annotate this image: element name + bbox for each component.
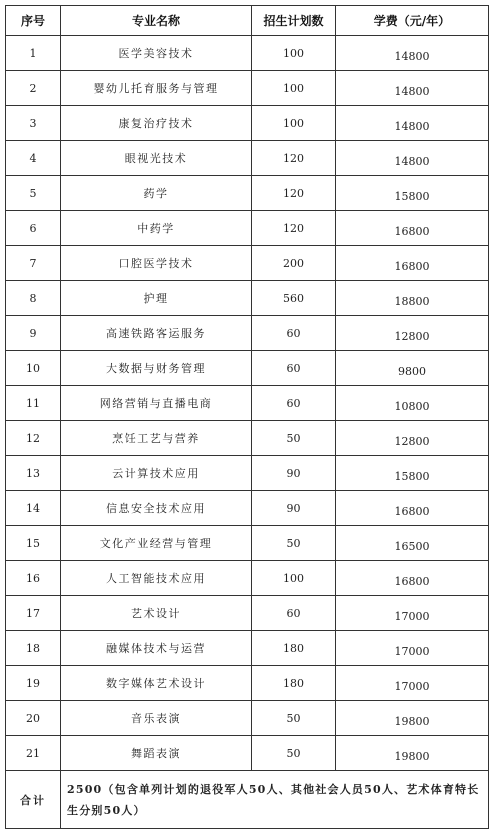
cell-fee: 12800 xyxy=(336,421,489,456)
cell-index: 19 xyxy=(6,666,61,701)
cell-index: 3 xyxy=(6,106,61,141)
total-row xyxy=(6,771,489,829)
cell-plan: 100 xyxy=(252,36,336,71)
cell-plan: 180 xyxy=(252,631,336,666)
cell-plan: 60 xyxy=(252,351,336,386)
cell-major: 信息安全技术应用 xyxy=(61,491,252,526)
cell-plan: 120 xyxy=(252,176,336,211)
cell-index: 17 xyxy=(6,596,61,631)
cell-plan: 120 xyxy=(252,141,336,176)
cell-fee: 14800 xyxy=(336,71,489,106)
table-row xyxy=(6,701,489,736)
table-row xyxy=(6,456,489,491)
cell-index: 6 xyxy=(6,211,61,246)
cell-plan: 90 xyxy=(252,491,336,526)
cell-major: 高速铁路客运服务 xyxy=(61,316,252,351)
cell-fee: 16800 xyxy=(336,561,489,596)
cell-major: 眼视光技术 xyxy=(61,141,252,176)
cell-index: 20 xyxy=(6,701,61,736)
table-row xyxy=(6,491,489,526)
cell-fee: 14800 xyxy=(336,141,489,176)
enrollment-table xyxy=(5,5,489,829)
cell-index: 10 xyxy=(6,351,61,386)
cell-major: 融媒体技术与运营 xyxy=(61,631,252,666)
cell-plan: 100 xyxy=(252,71,336,106)
table-row xyxy=(6,561,489,596)
cell-fee: 14800 xyxy=(336,106,489,141)
cell-plan: 60 xyxy=(252,386,336,421)
cell-major: 康复治疗技术 xyxy=(61,106,252,141)
cell-index: 15 xyxy=(6,526,61,561)
cell-fee: 16800 xyxy=(336,211,489,246)
cell-index: 8 xyxy=(6,281,61,316)
cell-major: 烹饪工艺与营养 xyxy=(61,421,252,456)
header-major: 专业名称 xyxy=(61,6,252,36)
table-row xyxy=(6,666,489,701)
table-row xyxy=(6,421,489,456)
table-row xyxy=(6,736,489,771)
table-row xyxy=(6,141,489,176)
cell-plan: 50 xyxy=(252,526,336,561)
cell-major: 护理 xyxy=(61,281,252,316)
cell-index: 11 xyxy=(6,386,61,421)
cell-major: 文化产业经营与管理 xyxy=(61,526,252,561)
cell-major: 舞蹈表演 xyxy=(61,736,252,771)
cell-major: 中药学 xyxy=(61,211,252,246)
header-index: 序号 xyxy=(6,6,61,36)
cell-major: 网络营销与直播电商 xyxy=(61,386,252,421)
header-fee: 学费（元/年） xyxy=(336,6,489,36)
cell-index: 13 xyxy=(6,456,61,491)
cell-index: 12 xyxy=(6,421,61,456)
table-row xyxy=(6,526,489,561)
table-row xyxy=(6,211,489,246)
cell-plan: 60 xyxy=(252,316,336,351)
table-row xyxy=(6,36,489,71)
table-row xyxy=(6,176,489,211)
table-header-row xyxy=(6,6,489,36)
cell-index: 4 xyxy=(6,141,61,176)
cell-index: 21 xyxy=(6,736,61,771)
cell-fee: 10800 xyxy=(336,386,489,421)
cell-index: 7 xyxy=(6,246,61,281)
cell-fee: 16800 xyxy=(336,246,489,281)
table-row xyxy=(6,71,489,106)
cell-major: 人工智能技术应用 xyxy=(61,561,252,596)
total-label: 合计 xyxy=(6,771,61,829)
cell-index: 14 xyxy=(6,491,61,526)
cell-major: 大数据与财务管理 xyxy=(61,351,252,386)
cell-fee: 17000 xyxy=(336,666,489,701)
cell-major: 音乐表演 xyxy=(61,701,252,736)
table-row xyxy=(6,386,489,421)
table-row xyxy=(6,316,489,351)
table-row xyxy=(6,351,489,386)
cell-index: 5 xyxy=(6,176,61,211)
cell-fee: 19800 xyxy=(336,701,489,736)
cell-fee: 17000 xyxy=(336,596,489,631)
cell-plan: 180 xyxy=(252,666,336,701)
cell-major: 云计算技术应用 xyxy=(61,456,252,491)
cell-fee: 18800 xyxy=(336,281,489,316)
cell-index: 1 xyxy=(6,36,61,71)
cell-major: 口腔医学技术 xyxy=(61,246,252,281)
cell-plan: 100 xyxy=(252,106,336,141)
cell-plan: 90 xyxy=(252,456,336,491)
cell-index: 18 xyxy=(6,631,61,666)
cell-fee: 19800 xyxy=(336,736,489,771)
cell-fee: 15800 xyxy=(336,456,489,491)
cell-fee: 14800 xyxy=(336,36,489,71)
cell-fee: 9800 xyxy=(336,351,489,386)
header-plan: 招生计划数 xyxy=(252,6,336,36)
cell-index: 16 xyxy=(6,561,61,596)
cell-fee: 16800 xyxy=(336,491,489,526)
cell-major: 医学美容技术 xyxy=(61,36,252,71)
cell-plan: 50 xyxy=(252,421,336,456)
cell-plan: 50 xyxy=(252,736,336,771)
cell-major: 药学 xyxy=(61,176,252,211)
cell-plan: 60 xyxy=(252,596,336,631)
table-row xyxy=(6,246,489,281)
cell-plan: 50 xyxy=(252,701,336,736)
table-row xyxy=(6,631,489,666)
cell-major: 婴幼儿托育服务与管理 xyxy=(61,71,252,106)
cell-index: 9 xyxy=(6,316,61,351)
cell-plan: 120 xyxy=(252,211,336,246)
cell-fee: 12800 xyxy=(336,316,489,351)
table-row xyxy=(6,106,489,141)
table-row xyxy=(6,596,489,631)
table-row xyxy=(6,281,489,316)
cell-plan: 200 xyxy=(252,246,336,281)
cell-index: 2 xyxy=(6,71,61,106)
cell-major: 数字媒体艺术设计 xyxy=(61,666,252,701)
cell-plan: 100 xyxy=(252,561,336,596)
cell-major: 艺术设计 xyxy=(61,596,252,631)
cell-fee: 17000 xyxy=(336,631,489,666)
total-text: 2500（包含单列计划的退役军人50人、其他社会人员50人、艺术体育特长生分别50人） xyxy=(61,771,489,829)
cell-fee: 16500 xyxy=(336,526,489,561)
cell-plan: 560 xyxy=(252,281,336,316)
cell-fee: 15800 xyxy=(336,176,489,211)
